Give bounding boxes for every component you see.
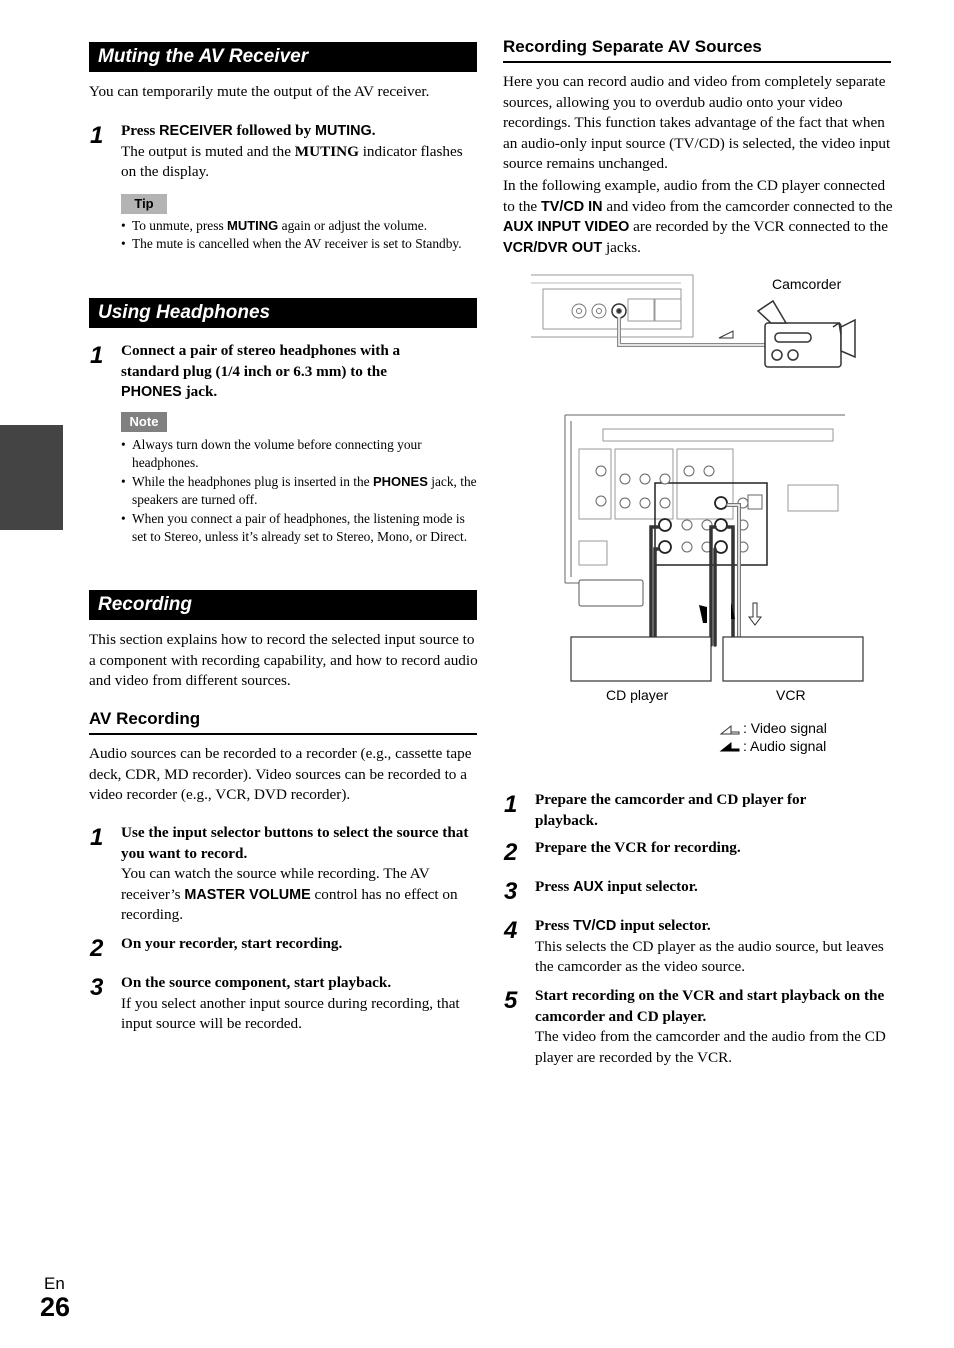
separate-step-4-number: 4 xyxy=(504,917,518,944)
footer-language: En xyxy=(44,1274,65,1293)
av-step-3-number: 3 xyxy=(90,974,104,1001)
separate-step-2-number: 2 xyxy=(504,839,518,866)
headphones-step-1: Connect a pair of stereo headphones with a standard plug (1/4 inch or 6.3 mm) to the PHONES jack. xyxy=(121,342,401,401)
connection-diagram xyxy=(503,265,903,765)
av-step-1: Use the input selector buttons to select the source that you want to record. You can watch the source while recording. The AV receiver’s MASTER VOLUME control has no effect on recording. xyxy=(121,824,469,924)
camcorder-icon xyxy=(758,301,855,367)
av-step-3: On the source component, start playback. If you select another input source during recording, that input source will be recorded. xyxy=(121,974,460,1033)
note-list xyxy=(121,436,477,546)
recording-intro: This section explains how to record the selected input source to a component with recording capability, and how to record audio and video from different sources. xyxy=(89,631,478,690)
tip-list xyxy=(121,217,476,254)
separate-paragraph-1: Here you can record audio and video from completely separate sources, allowing you to overdub audio onto your video recordings. This function takes advantage of the fact that when an audio-only input source (TV/CD) is selected, the video input source remains unchanged. xyxy=(503,73,891,173)
av-recording-intro: Audio sources can be recorded to a recorder (e.g., cassette tape deck, CDR, MD recorder). Video sources can be recorded to a video recorder (e.g., VCR, DVD recorder). xyxy=(89,745,472,804)
av-step-2-number: 2 xyxy=(90,935,104,962)
separate-heading: Recording Separate AV Sources xyxy=(503,37,891,63)
av-step-1-number: 1 xyxy=(90,824,104,851)
note-label: Note xyxy=(121,412,167,432)
tip-label: Tip xyxy=(121,194,167,214)
section-side-tab xyxy=(0,425,63,530)
camcorder-label: Camcorder xyxy=(772,276,842,292)
page-number: 26 xyxy=(40,1292,71,1322)
section-title-recording: Recording xyxy=(89,590,477,620)
separate-step-3: Press AUX input selector. xyxy=(535,878,698,895)
video-signal-icon xyxy=(721,726,739,734)
tip-item: • The mute is cancelled when the AV receiver is set to Standby. xyxy=(121,235,476,253)
separate-step-5: Start recording on the VCR and start playback on the camcorder and CD player. The video from the camcorder and the audio from the CD player are recorded by the VCR. xyxy=(535,987,886,1066)
legend-video: : Video signal xyxy=(743,720,827,736)
cd-player-box xyxy=(571,637,711,681)
tip-item: • To unmute, press MUTING again or adjust the volume. xyxy=(121,217,476,235)
section-title-muting: Muting the AV Receiver xyxy=(89,42,477,72)
muting-step-number: 1 xyxy=(90,122,104,149)
separate-step-1: Prepare the camcorder and CD player for playback. xyxy=(535,791,807,829)
cd-player-label: CD player xyxy=(606,687,669,703)
vcr-label: VCR xyxy=(776,687,806,703)
av-recording-heading: AV Recording xyxy=(89,709,477,735)
muting-step-1: Press RECEIVER followed by MUTING. The output is muted and the MUTING indicator flashes on the display. xyxy=(121,122,463,181)
note-item: • Always turn down the volume before connecting your headphones. xyxy=(121,436,477,473)
separate-step-2: Prepare the VCR for recording. xyxy=(535,839,741,856)
vcr-box xyxy=(723,637,863,681)
separate-paragraph-2: In the following example, audio from the CD player connected to the TV/CD IN and video from the camcorder connected to the AUX INPUT VIDEO are recorded by the VCR connected to the VCR/DVR OUT jacks. xyxy=(503,177,893,256)
muting-intro: You can temporarily mute the output of the AV receiver. xyxy=(89,83,430,100)
note-item: • While the headphones plug is inserted in the PHONES jack, the speakers are turned off. xyxy=(121,473,477,510)
legend-audio: : Audio signal xyxy=(743,738,827,754)
av-step-2: On your recorder, start recording. xyxy=(121,935,343,952)
headphones-step-number: 1 xyxy=(90,342,104,369)
audio-signal-icon xyxy=(721,743,739,751)
separate-step-1-number: 1 xyxy=(504,791,518,818)
separate-step-5-number: 5 xyxy=(504,987,518,1014)
section-title-headphones: Using Headphones xyxy=(89,298,477,328)
separate-step-4: Press TV/CD input selector. This selects the CD player as the audio source, but leaves the camcorder as the video source. xyxy=(535,917,884,976)
separate-step-3-number: 3 xyxy=(504,878,518,905)
note-item: • When you connect a pair of headphones, the listening mode is set to Stereo, unless it’s already set to Stereo, Mono, or Direct. xyxy=(121,510,477,547)
